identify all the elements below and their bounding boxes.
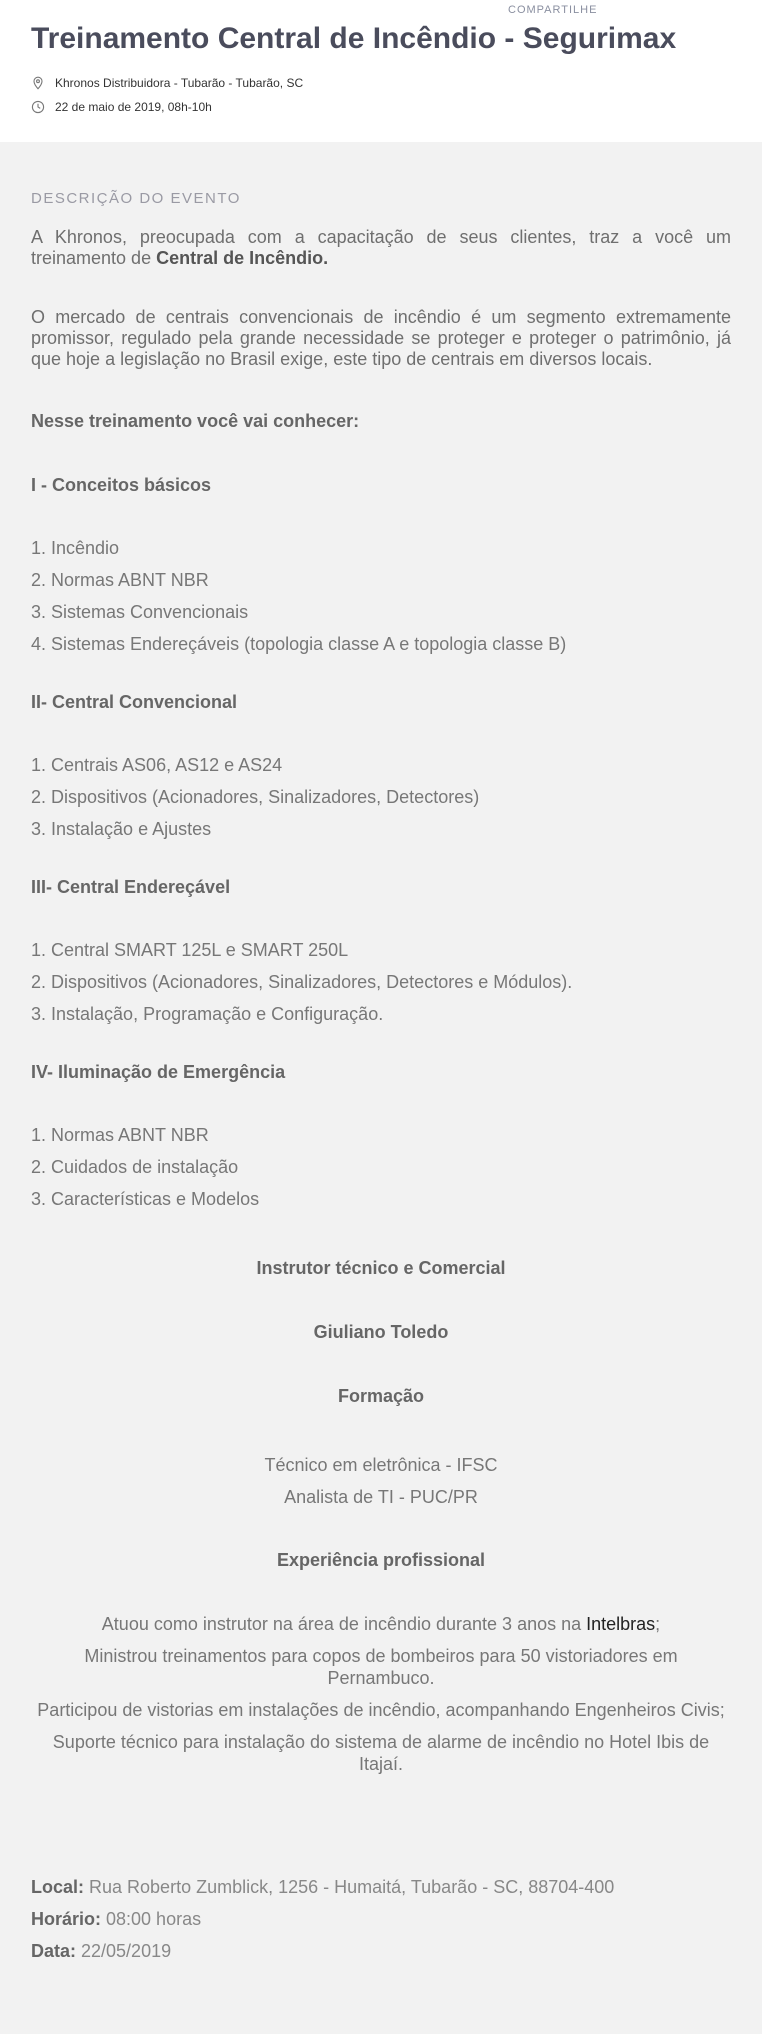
datetime-text: 22 de maio de 2019, 08h-10h	[55, 100, 212, 114]
list-item: 1. Normas ABNT NBR	[31, 1125, 209, 1145]
list-item: 3. Instalação, Programação e Configuração.	[31, 1004, 384, 1024]
section-heading: I - Conceitos básicos	[31, 475, 212, 495]
event-summary	[31, 1871, 731, 1967]
event-datetime	[31, 100, 212, 114]
formation-item: Técnico em eletrônica - IFSC	[264, 1455, 498, 1475]
experience-item: Ministrou treinamentos para copos de bombeiros para 50 vistoriadores em Pernambuco.	[84, 1646, 678, 1688]
event-title: Treinamento Central de Incêndio - Segurimax	[31, 22, 677, 55]
formation-item: Analista de TI - PUC/PR	[284, 1487, 478, 1507]
list-item: 2. Dispositivos (Acionadores, Sinalizadores, Detectores)	[31, 787, 480, 807]
experience-item: Atuou como instrutor na área de incêndio durante 3 anos na Intelbras;	[101, 1614, 661, 1634]
summary-date: Data: 22/05/2019	[31, 1941, 172, 1961]
intro-paragraph: A Khronos, preocupada com a capacitação de seus clientes, traz a você um treinamento de Central de Incêndio.	[31, 227, 731, 268]
list-item: 1. Incêndio	[31, 538, 120, 558]
summary-time: Horário: 08:00 horas	[31, 1909, 202, 1929]
list-item: 2. Dispositivos (Acionadores, Sinalizadores, Detectores e Módulos).	[31, 972, 573, 992]
event-description	[0, 142, 762, 1967]
section-list	[31, 934, 731, 1030]
event-header	[0, 0, 762, 142]
experience-heading: Experiência profissional	[276, 1550, 486, 1570]
section-list	[31, 532, 731, 660]
experience-item: Participou de vistorias em instalações de incêndio, acompanhando Engenheiros Civis;	[37, 1700, 725, 1720]
summary-local: Local: Rua Roberto Zumblick, 1256 - Humaitá, Tubarão - SC, 88704-400	[31, 1877, 615, 1897]
map-pin-icon	[31, 76, 45, 90]
section-heading: III- Central Endereçável	[31, 877, 231, 897]
instructor-heading: Instrutor técnico e Comercial	[256, 1258, 506, 1278]
experience-item: Suporte técnico para instalação do sistema de alarme de incêndio no Hotel Ibis de Itajaí.	[52, 1732, 710, 1774]
list-item: 2. Normas ABNT NBR	[31, 570, 209, 590]
section-list	[31, 1119, 731, 1215]
share-link[interactable]: COMPARTILHE	[508, 4, 598, 16]
instructor-name: Giuliano Toledo	[313, 1322, 449, 1342]
event-location	[31, 76, 303, 90]
list-item: 3. Sistemas Convencionais	[31, 602, 249, 622]
market-paragraph: O mercado de centrais convencionais de incêndio é um segmento extremamente promissor, regulado pela grande necessidade se proteger e proteger o patrimônio, já que hoje a legislação no Brasil exige, este tipo de centrais em diversos locais.	[31, 307, 731, 369]
list-item: 3. Instalação e Ajustes	[31, 819, 212, 839]
intelbras-link[interactable]: Intelbras	[586, 1614, 656, 1634]
list-item: 2. Cuidados de instalação	[31, 1157, 239, 1177]
intro-heading: Nesse treinamento você vai conhecer:	[31, 411, 360, 431]
section-heading: IV- Iluminação de Emergência	[31, 1062, 286, 1082]
list-item: 4. Sistemas Endereçáveis (topologia classe A e topologia classe B)	[31, 634, 567, 654]
clock-icon	[31, 100, 45, 114]
section-list	[31, 749, 731, 845]
formation-heading: Formação	[337, 1386, 425, 1406]
description-label: DESCRIÇÃO DO EVENTO	[31, 190, 241, 207]
location-text: Khronos Distribuidora - Tubarão - Tubarão, SC	[55, 76, 304, 90]
list-item: 1. Centrais AS06, AS12 e AS24	[31, 755, 283, 775]
list-item: 1. Central SMART 125L e SMART 250L	[31, 940, 349, 960]
section-heading: II- Central Convencional	[31, 692, 238, 712]
list-item: 3. Características e Modelos	[31, 1189, 260, 1209]
